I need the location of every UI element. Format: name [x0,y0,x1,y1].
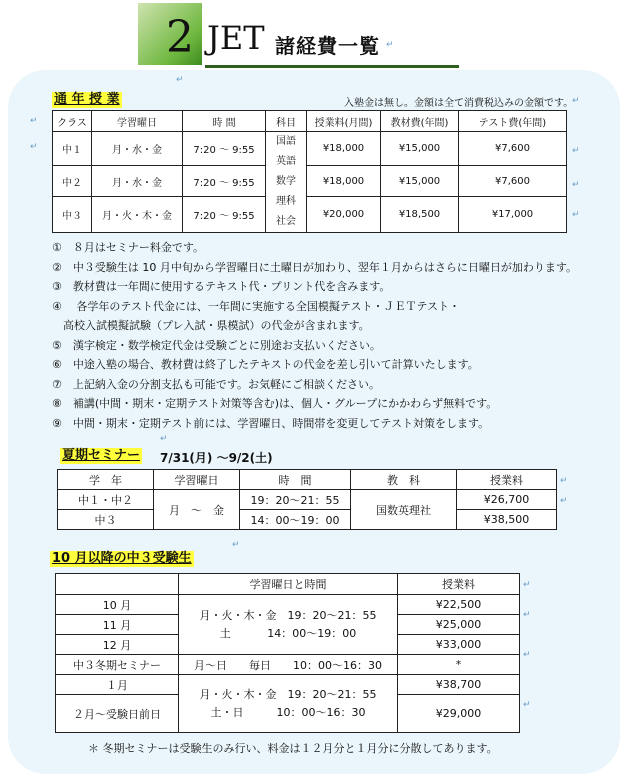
note-item: ② 中３受験生は 10 月中旬から学習曜日に土曜日が加わり、翌年１月からはさらに日曜日が加わります。 [52,260,577,274]
return-mark: ↵ [523,700,531,710]
fee-cell: * [398,655,520,675]
subject: 社会 [276,216,296,227]
column-header: 授業料(月間) [307,111,381,132]
table-header-row [53,111,567,132]
period-cell: 11 月 [56,615,179,635]
time-cell: 7:20 〜 9:55 [183,132,266,166]
grade-cell: 中１・中２ [58,490,154,510]
time-cell: 7:20 〜 9:55 [183,166,266,197]
return-mark: ↵ [572,146,580,156]
fee-cell: ¥29,000 [398,695,520,733]
note-item: ⑨ 中間・期末・定期テスト前には、学習曜日、時間帯を変更してテスト対策をします。 [52,416,490,430]
fee-cell: ¥38,500 [457,510,557,530]
return-mark: ↵ [160,434,168,444]
period-cell: ２月〜受験日前日 [56,695,179,733]
column-header: 学習曜日 [154,470,240,490]
table-row [58,510,557,530]
days-cell: 月・水・金 [92,166,183,197]
column-header: 授業料 [457,470,557,490]
schedule-line: 月・火・木・金 19：20〜21：55 [199,608,377,622]
return-mark: ↵ [560,476,568,486]
days-cell: 月 〜 金 [154,490,240,530]
period-cell: 12 月 [56,635,179,655]
table-header-row [56,574,520,595]
class-cell: 中１ [53,132,92,166]
column-header [56,574,179,595]
schedule-cell: 月〜日 毎日 10：00〜16：30 [179,655,398,675]
table-row [53,166,567,197]
schedule-cell [179,675,398,733]
exam-heading: 10 月以降の中３受験生 [52,551,192,566]
materials-cell: ¥15,000 [381,132,459,166]
summer-fee-table [57,469,557,530]
return-mark: ↵ [523,580,531,590]
table-row [56,595,520,615]
tuition-cell: ¥20,000 [307,197,381,233]
materials-cell: ¥18,500 [381,197,459,233]
notes-list [52,238,618,433]
return-mark: ↵ [30,116,38,126]
column-header: 科目 [266,111,307,132]
subjects-cell: 国数英理社 [351,490,457,530]
grade-cell: 中３ [58,510,154,530]
time-cell: 7:20 〜 9:55 [183,197,266,233]
return-mark: ↵ [560,496,568,506]
fee-cell: ¥38,700 [398,675,520,695]
schedule-cell [179,595,398,655]
class-cell: 中３ [53,197,92,233]
return-mark: ↵ [572,210,580,220]
schedule-line: 土 14：00〜19：00 [219,626,357,640]
regular-fee-table [52,110,567,233]
period-cell: 10 月 [56,595,179,615]
tuition-cell: ¥18,000 [307,166,381,197]
period-cell: 中３冬期セミナー [56,655,179,675]
column-header: 教材費(年間) [381,111,459,132]
title-underline [205,65,459,68]
test-fee-cell: ¥17,000 [459,197,567,233]
column-header: 教 科 [351,470,457,490]
badge-number: 2 [166,12,194,63]
return-mark: ↵ [232,540,240,550]
fee-cell: ¥22,500 [398,595,520,615]
fee-cell: ¥25,000 [398,615,520,635]
exam-fee-table [55,573,520,733]
period-cell: １月 [56,675,179,695]
subject: 英語 [276,156,296,167]
return-mark: ↵ [572,180,580,190]
materials-cell: ¥15,000 [381,166,459,197]
column-header: 時 間 [183,111,266,132]
return-mark: ↵ [572,96,580,106]
note-item: ⑦ 上記納入金の分割支払も可能です。お気軽にご相談ください。 [52,377,380,391]
note-item: ④ 各学年のテスト代金には、一年間に実施する全国模擬テスト・ＪＥＴテスト・ [52,299,461,313]
regular-heading: 通 年 授 業 [54,92,120,107]
tuition-cell: ¥18,000 [307,132,381,166]
column-header: クラス [53,111,92,132]
subjects-cell [266,132,307,233]
footer-note: ＊ 冬期セミナーは受験生のみ行い、料金は１２月分と１月分に分散してあります。 [88,742,498,755]
column-header: テスト費(年間) [459,111,567,132]
subject: 数学 [276,176,296,187]
column-header: 学 年 [58,470,154,490]
return-mark: ↵ [523,650,531,660]
summer-heading: 夏期セミナー [62,448,141,463]
table-row [53,132,567,166]
days-cell: 月・火・木・金 [92,197,183,233]
class-cell: 中２ [53,166,92,197]
note-item: ⑧ 補講(中間・期末・定期テスト対策等含む)は、個人・グループにかかわらず無料です。 [52,397,498,410]
note-item: ① ８月はセミナー料金です。 [52,241,204,254]
subject: 理科 [276,196,296,207]
days-cell: 月・水・金 [92,132,183,166]
fee-notice: 入塾金は無し。金額は全て消費税込みの金額です。 [344,98,574,109]
time-cell: 14：00〜19：00 [240,510,351,530]
time-cell: 19：20〜21：55 [240,490,351,510]
schedule-line: 月・火・木・金 19：20〜21：55 [199,687,377,701]
test-fee-cell: ¥7,600 [459,166,567,197]
fee-cell: ¥33,000 [398,635,520,655]
column-header: 学習曜日 [92,111,183,132]
note-item: 高校入試模擬試験（プレ入試・県模試）の代金が含まれます。 [52,319,370,332]
note-item: ⑥ 中途入塾の場合、教材費は終了したテキストの代金を差し引いて計算いたします。 [52,358,479,371]
return-mark: ↵ [386,40,394,50]
schedule-line: 土・日 10：00〜16：30 [210,705,366,719]
page-title: JET [207,19,265,57]
return-mark: ↵ [176,75,184,85]
column-header: 授業料 [398,574,520,595]
table-row [58,490,557,510]
test-fee-cell: ¥7,600 [459,132,567,166]
page-subtitle: 諸経費一覧 [275,34,380,58]
table-row [56,655,520,675]
table-row [53,197,567,233]
return-mark: ↵ [30,142,38,152]
column-header: 学習曜日と時間 [179,574,398,595]
table-header-row [58,470,557,490]
summer-dates: 7/31(月) 〜9/2(土) [160,451,273,465]
subject: 国語 [276,136,296,147]
note-item: ⑤ 漢字検定・数学検定代金は受験ごとに別途お支払いください。 [52,338,381,352]
fee-cell: ¥26,700 [457,490,557,510]
table-row [56,675,520,695]
note-item: ③ 教材費は一年間に使用するテキスト代・プリント代を含みます。 [52,280,391,293]
return-mark: ↵ [523,610,531,620]
column-header: 時 間 [240,470,351,490]
